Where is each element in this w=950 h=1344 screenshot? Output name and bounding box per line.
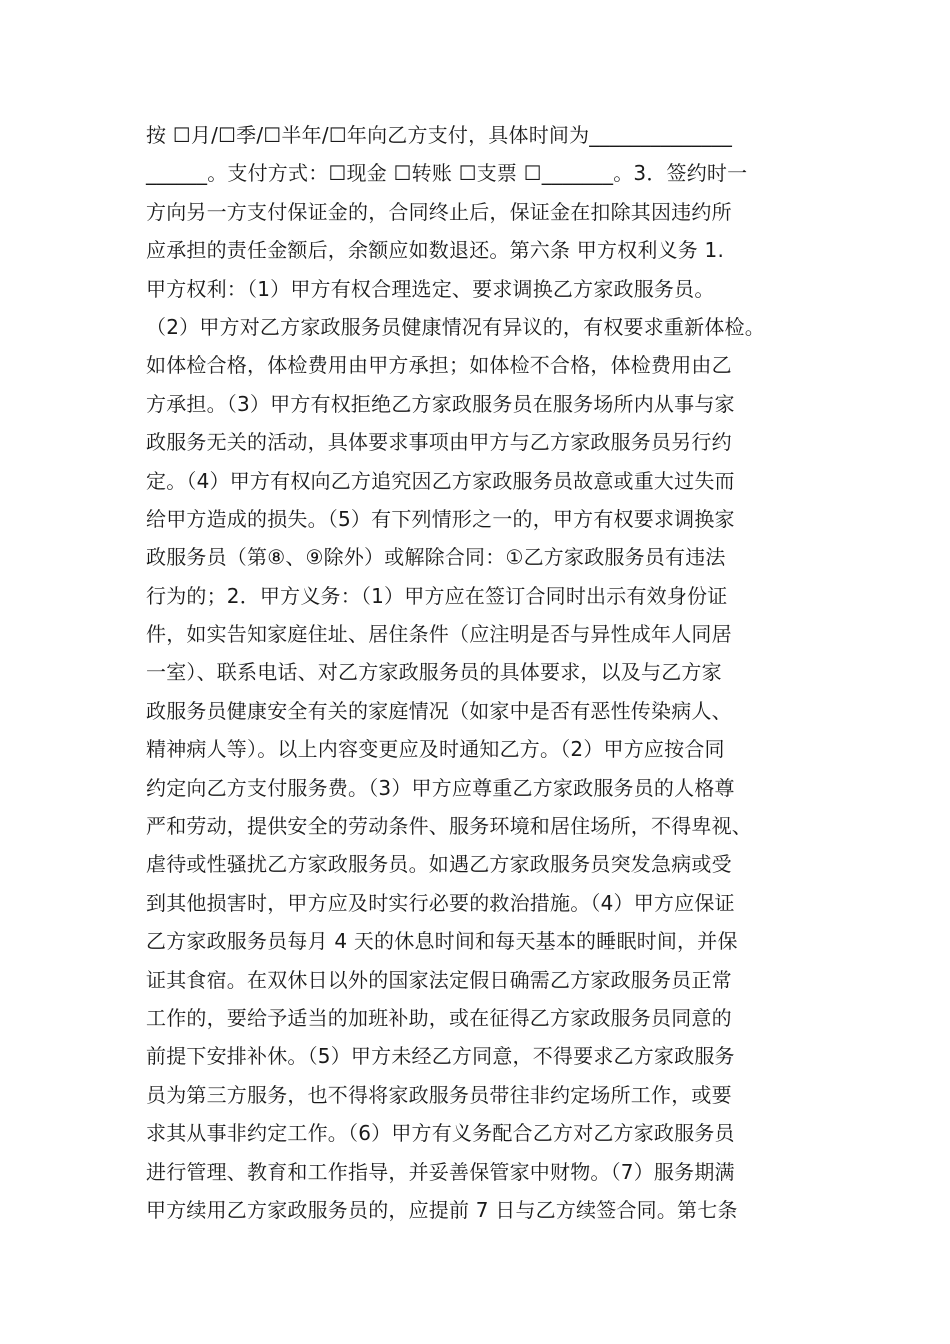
contract-body-text [146, 116, 816, 1229]
text-line-26: 员为第三方服务，也不得将家政服务员带往非约定场所工作，或要 [146, 1082, 732, 1107]
text-line-7: 如体检合格，体检费用由甲方承担；如体检不合格，体检费用由乙 [146, 353, 732, 378]
text-line-2: ______。支付方式：☐现金 ☐转账 ☐支票 ☐_______。3．签约时一 [146, 161, 748, 186]
text-line-11: 给甲方造成的损失。（5）有下列情形之一的，甲方有权要求调换家 [146, 506, 735, 531]
text-line-18: 约定向乙方支付服务费。（3）甲方应尊重乙方家政服务员的人格尊 [146, 775, 735, 800]
text-line-4: 应承担的责任金额后，余额应如数退还。第六条 甲方权利义务 1. [146, 238, 724, 263]
text-line-15: 一室）、联系电话、对乙方家政服务员的具体要求，以及与乙方家 [146, 660, 722, 685]
text-line-8: 方承担。（3）甲方有权拒绝乙方家政服务员在服务场所内从事与家 [146, 391, 735, 416]
text-line-12: 政服务员（第⑧、⑨除外）或解除合同：①乙方家政服务员有违法 [146, 545, 726, 570]
text-line-10: 定。（4）甲方有权向乙方追究因乙方家政服务员故意或重大过失而 [146, 468, 735, 493]
text-line-25: 前提下安排补休。（5）甲方未经乙方同意，不得要求乙方家政服务 [146, 1044, 735, 1069]
text-line-6: （2）甲方对乙方家政服务员健康情况有异议的，有权要求重新体检。 [146, 314, 765, 339]
text-line-13: 行为的；2．甲方义务：（1）甲方应在签订合同时出示有效身份证 [146, 583, 728, 608]
text-line-5: 甲方权利：（1）甲方有权合理选定、要求调换乙方家政服务员。 [146, 276, 715, 301]
text-line-24: 工作的，要给予适当的加班补助，或在征得乙方家政服务员同意的 [146, 1005, 732, 1030]
text-line-21: 到其他损害时，甲方应及时实行必要的救治措施。（4）甲方应保证 [146, 890, 735, 915]
text-line-14: 件，如实告知家庭住址、居住条件（应注明是否与异性成年人同居 [146, 622, 732, 647]
text-line-29: 甲方续用乙方家政服务员的，应提前 7 日与乙方续签合同。第七条 [146, 1197, 738, 1222]
text-line-22: 乙方家政服务员每月 4 天的休息时间和每天基本的睡眠时间，并保 [146, 929, 738, 954]
text-line-23: 证其食宿。在双休日以外的国家法定假日确需乙方家政服务员正常 [146, 967, 732, 992]
text-line-9: 政服务无关的活动，具体要求事项由甲方与乙方家政服务员另行约 [146, 430, 732, 455]
text-line-3: 方向另一方支付保证金的，合同终止后，保证金在扣除其因违约所 [146, 199, 732, 224]
text-line-1: 按 ☐月/☐季/☐半年/☐年向乙方支付，具体时间为______________ [146, 123, 733, 147]
text-line-20: 虐待或性骚扰乙方家政服务员。如遇乙方家政服务员突发急病或受 [146, 852, 732, 877]
text-line-17: 精神病人等）。以上内容变更应及时通知乙方。（2）甲方应按合同 [146, 737, 725, 762]
text-line-19: 严和劳动，提供安全的劳动条件、服务环境和居住场所，不得卑视、 [146, 814, 752, 839]
text-line-28: 进行管理、教育和工作指导，并妥善保管家中财物。（7）服务期满 [146, 1159, 735, 1184]
text-line-16: 政服务员健康安全有关的家庭情况（如家中是否有恶性传染病人、 [146, 698, 732, 723]
text-line-27: 求其从事非约定工作。（6）甲方有义务配合乙方对乙方家政服务员 [146, 1121, 735, 1146]
